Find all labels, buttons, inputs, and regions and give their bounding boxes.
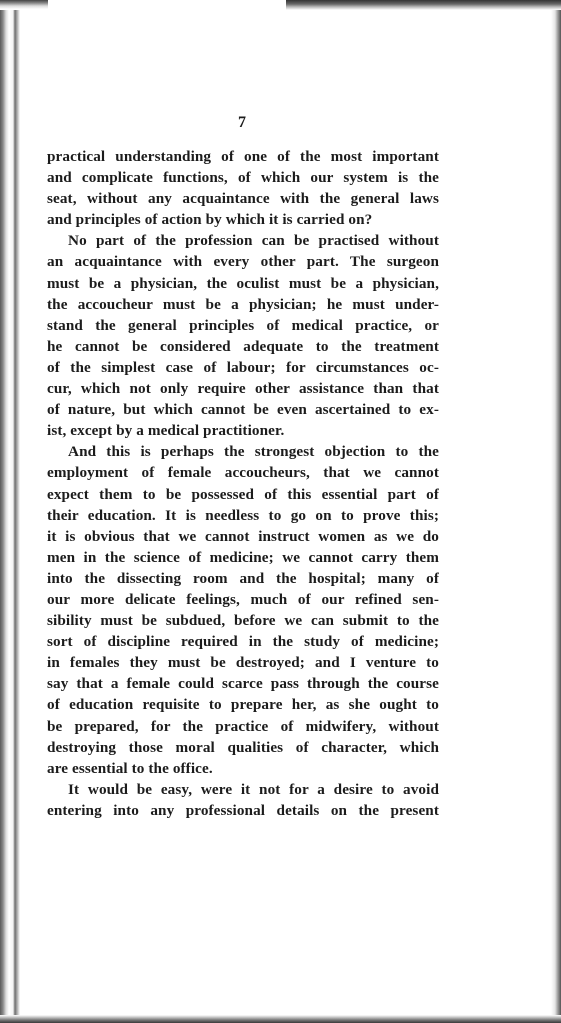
text-line: are essential to the office. [47, 759, 213, 777]
text-line: employment of female accoucheurs, that we cannot [47, 464, 439, 482]
text-line: it is obvious that we cannot instruct women as we do [47, 527, 439, 545]
text-line: of education requisite to prepare her, as she ought to [47, 696, 439, 714]
text-line: cur, which not only require other assistance than that [47, 380, 439, 398]
paragraph [47, 230, 439, 441]
text-line: destroying those moral qualities of character, which [47, 738, 439, 756]
text-line: in females they must be destroyed; and I venture to [47, 654, 439, 672]
paragraph [47, 441, 439, 779]
page-body [47, 146, 439, 821]
text-line: our more delicate feelings, much of our refined sen- [47, 590, 439, 608]
text-line: of the simplest case of labour; for circumstances oc- [47, 358, 439, 376]
text-line: sibility must be subdued, before we can submit to the [47, 612, 439, 630]
scan-left-edge [0, 0, 22, 1023]
text-line: and principles of action by which it is carried on? [47, 211, 373, 229]
text-line: say that a female could scarce pass through the course [47, 675, 439, 693]
text-line: the accoucheur must be a physician; he must under- [47, 295, 439, 313]
text-line: and complicate functions, of which our system is the [47, 169, 439, 187]
text-line: of nature, but which cannot be even ascertained to ex- [47, 401, 439, 419]
text-line: be prepared, for the practice of midwifery, without [47, 717, 439, 735]
text-line: entering into any professional details on the present [47, 801, 439, 819]
paragraph [47, 146, 439, 230]
paragraph [47, 779, 439, 821]
text-line: into the dissecting room and the hospital; many of [47, 569, 439, 587]
text-line: men in the science of medicine; we cannot carry them [47, 548, 439, 566]
text-line: an acquaintance with every other part. The surgeon [47, 253, 439, 271]
text-line: practical understanding of one of the most important [47, 148, 439, 165]
text-line: It would be easy, were it not for a desire to avoid [68, 780, 439, 798]
scan-top-left-edge [0, 0, 48, 10]
scan-right-edge [551, 10, 561, 1023]
text-line: their education. It is needless to go on to prove this; [47, 506, 439, 524]
text-line: must be a physician, the oculist must be a physician, [47, 274, 439, 292]
text-line: he cannot be considered adequate to the treatment [47, 337, 439, 355]
scan-top-right-edge [286, 0, 561, 10]
text-line: No part of the profession can be practised without [68, 232, 439, 250]
text-line: And this is perhaps the strongest objection to the [68, 443, 439, 461]
scan-bottom-edge [0, 1015, 561, 1023]
text-line: expect them to be possessed of this essential part of [47, 485, 439, 503]
text-line: seat, without any acquaintance with the general laws [47, 190, 439, 208]
text-line: sort of discipline required in the study of medicine; [47, 633, 439, 651]
text-line: ist, except by a medical practitioner. [47, 422, 285, 440]
text-line: stand the general principles of medical practice, or [47, 316, 439, 334]
page-number: 7 [238, 114, 246, 131]
